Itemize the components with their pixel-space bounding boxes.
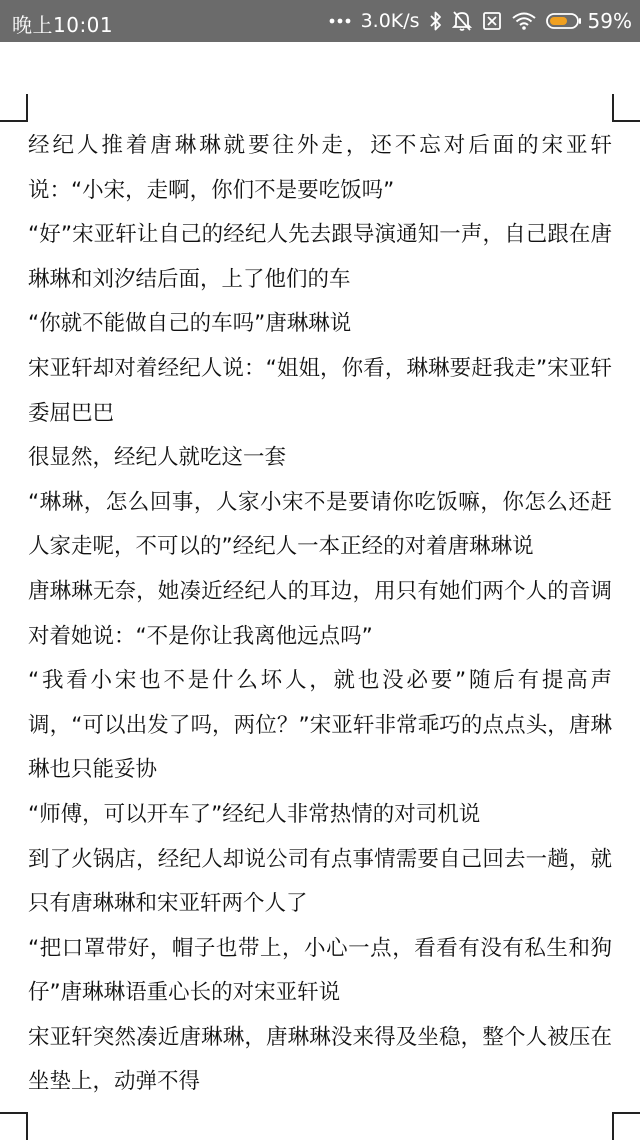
battery-percent: 59% [587,9,632,33]
status-icons [329,6,632,36]
battery-icon [546,12,582,30]
wifi-icon [512,12,536,30]
paragraph: 经纪人推着唐琳琳就要往外走，还不忘对后面的宋亚轩说：“小宋，走啊，你们不是要吃饭吗” [28,133,612,203]
crop-mark-bottom-right [612,1112,640,1140]
mute-icon [452,10,472,32]
paragraph: 唐琳琳无奈，她凑近经纪人的耳边，用只有她们两个人的音调对着她说：“不是你让我离他远点吗” [28,578,612,649]
crop-mark-top-left [0,94,28,122]
paragraph: 很显然，经纪人就吃这一套 [28,445,287,471]
paragraph: “把口罩带好，帽子也带上，小心一点，看看有没有私生和狗仔”唐琳琳语重心长的对宋亚轩说 [28,935,612,1006]
paragraph: 到了火锅店，经纪人却说公司有点事情需要自己回去一趟，就只有唐琳琳和宋亚轩两个人了 [28,846,612,917]
more-dots-icon [329,17,351,25]
paragraph: “师傅，可以开车了”经纪人非常热情的对司机说 [28,801,481,827]
status-time: 晚上10:01 [12,13,114,37]
paragraph: “我看小宋也不是什么坏人，就也没必要”随后有提高声调，“可以出发了吗，两位？”宋亚轩非常乖巧的点点头，唐琳琳也只能妥协 [28,668,612,783]
document-body[interactable] [28,124,612,1105]
no-sim-icon [482,11,502,31]
crop-mark-top-right [612,94,640,122]
crop-mark-bottom-left [0,1112,28,1140]
paragraph: “琳琳，怎么回事，人家小宋不是要请你吃饭嘛，你怎么还赶人家走呢，不可以的”经纪人一本正经的对着唐琳琳说 [28,489,612,560]
paragraph: “好”宋亚轩让自己的经纪人先去跟导演通知一声，自己跟在唐琳琳和刘汐结后面，上了他们的车 [28,222,612,292]
status-bar [0,0,640,42]
paragraph: 宋亚轩却对着经纪人说：“姐姐，你看，琳琳要赶我走”宋亚轩委屈巴巴 [28,355,612,426]
paragraph: “你就不能做自己的车吗”唐琳琳说 [28,311,352,337]
bluetooth-icon [430,11,442,31]
network-speed: 3.0K/s [360,10,420,32]
paragraph: 宋亚轩突然凑近唐琳琳，唐琳琳没来得及坐稳，整个人被压在坐垫上，动弹不得 [28,1024,612,1095]
